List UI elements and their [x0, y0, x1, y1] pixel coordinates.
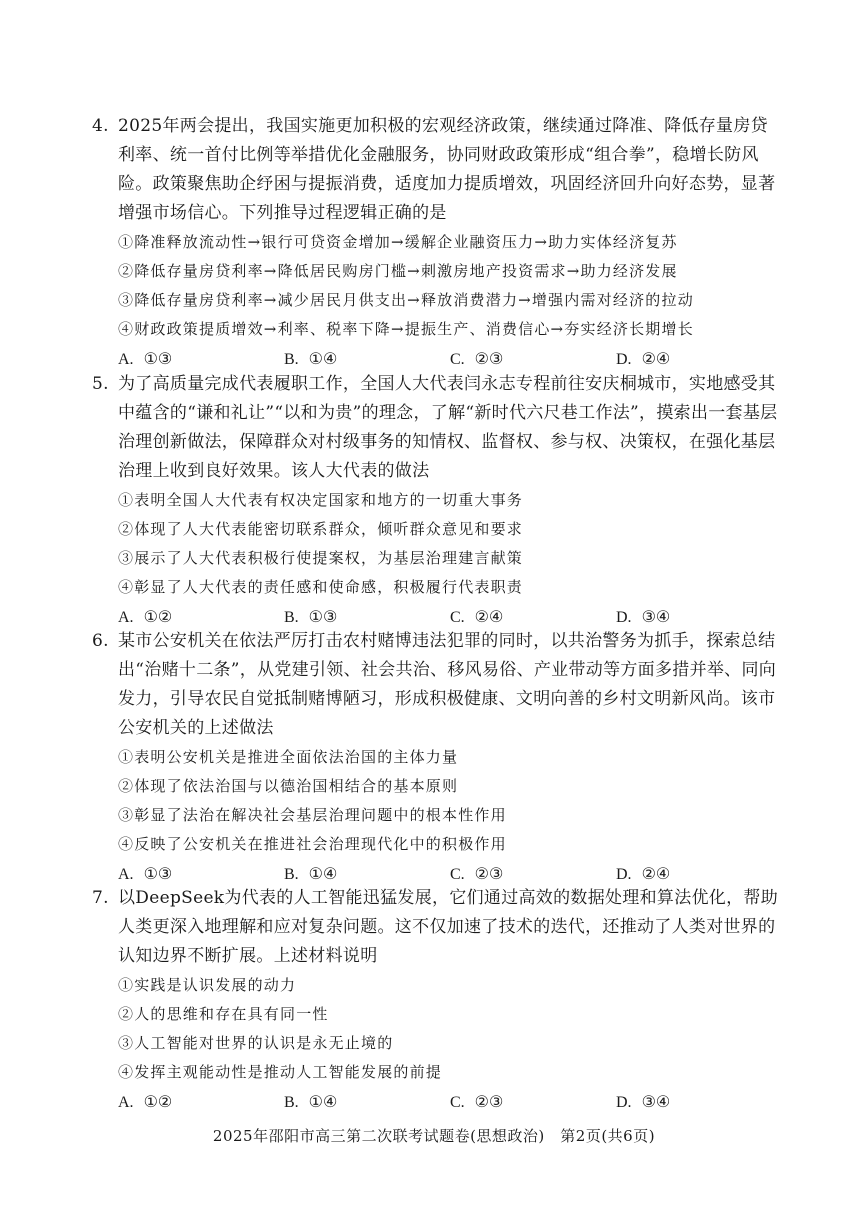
option-text: ①④	[308, 864, 338, 883]
question-number: 4.	[92, 116, 109, 136]
option-c	[450, 1087, 503, 1117]
option-label: D.	[616, 1094, 632, 1111]
option-label: A.	[118, 351, 134, 368]
question-number: 7.	[92, 888, 109, 908]
statement-4: ④财政政策提质增效→利率、税率下降→提振生产、消费信心→夯实经济长期增长	[118, 320, 694, 338]
option-label: A.	[118, 866, 134, 883]
statement-4: ④反映了公安机关在推进社会治理现代化中的积极作用	[118, 835, 507, 853]
question-stem	[92, 370, 782, 486]
option-a	[118, 1087, 172, 1117]
statement-2: ②体现了人大代表能密切联系群众，倾听群众意见和要求	[118, 520, 524, 538]
answer-options	[92, 344, 782, 373]
option-text: ①②	[143, 607, 173, 626]
option-d	[616, 1087, 670, 1117]
question-stem	[92, 112, 782, 228]
statement-1: ①实践是认识发展的动力	[118, 976, 297, 994]
statement-3: ③彰显了法治在解决社会基层治理问题中的根本性作用	[118, 806, 507, 824]
question-stem	[92, 627, 782, 743]
option-text: ③④	[641, 607, 671, 626]
option-text: ②④	[641, 864, 671, 883]
option-label: B.	[284, 351, 299, 368]
option-label: B.	[284, 1094, 299, 1111]
question-text: 为了高质量完成代表履职工作，全国人大代表闫永志专程前往安庆桐城市，实地感受其中蕴含的“谦和礼让”“以和为贵”的理念，了解“新时代六尺巷工作法”，摸索出一套基层治理创新做法，保障群众对村级事务的知情权、监督权、参与权、决策权，在强化基层治理上收到良好效果。该人大代表的做法	[118, 374, 778, 481]
statement-2: ②人的思维和存在具有同一性	[118, 1005, 329, 1023]
statement-1: ①表明全国人大代表有权决定国家和地方的一切重大事务	[118, 491, 524, 509]
question-text: 2025年两会提出，我国实施更加积极的宏观经济政策，继续通过降准、降低存量房贷利率、统一首付比例等举措优化金融服务，协同财政政策形成“组合拳”，稳增长防风险。政策聚焦助企纾困与提振消费，适度加力提质增效，巩固经济回升向好态势，显著增强市场信心。下列推导过程逻辑正确的是	[118, 116, 776, 223]
option-label: C.	[450, 351, 465, 368]
question-stem	[92, 884, 782, 971]
option-b	[284, 1087, 337, 1117]
question-4	[92, 112, 782, 373]
option-label: D.	[616, 866, 632, 883]
statement-1: ①降准释放流动性→银行可贷资金增加→缓解企业融资压力→助力实体经济复苏	[118, 233, 678, 251]
question-number: 5.	[92, 374, 109, 394]
option-text: ②③	[474, 1092, 504, 1111]
statement-2: ②体现了依法治国与以德治国相结合的基本原则	[118, 777, 459, 795]
option-label: B.	[284, 866, 299, 883]
question-text: 某市公安机关在依法严厉打击农村赌博违法犯罪的同时，以共治警务为抓手，探索总结出“治赌十二条”，从党建引领、社会共治、移风易俗、产业带动等方面多措并举、同向发力，引导农民自觉抵制赌博陋习，形成积极健康、文明向善的乡村文明新风尚。该市公安机关的上述做法	[118, 631, 777, 738]
option-text: ②③	[474, 864, 504, 883]
statement-1: ①表明公安机关是推进全面依法治国的主体力量	[118, 748, 459, 766]
question-5	[92, 370, 782, 631]
option-text: ①③	[143, 349, 173, 368]
statement-3: ③人工智能对世界的认识是永无止境的	[118, 1034, 394, 1052]
statement-4: ④彰显了人大代表的责任感和使命感，积极履行代表职责	[118, 578, 524, 596]
question-number: 6.	[92, 631, 109, 651]
option-label: C.	[450, 866, 465, 883]
option-text: ②③	[474, 349, 504, 368]
option-label: B.	[284, 609, 299, 626]
question-6	[92, 627, 782, 888]
option-text: ①③	[308, 607, 338, 626]
statement-3: ③降低存量房贷利率→减少居民月供支出→释放消费潜力→增强内需对经济的拉动	[118, 291, 694, 309]
option-text: ②④	[474, 607, 504, 626]
question-text: 以DeepSeek为代表的人工智能迅猛发展，它们通过高效的数据处理和算法优化，帮助人类更深入地理解和应对复杂问题。这不仅加速了技术的迭代，还推动了人类对世界的认知边界不断扩展。上述材料说明	[118, 888, 778, 966]
statement-2: ②降低存量房贷利率→降低居民购房门槛→刺激房地产投资需求→助力经济发展	[118, 262, 678, 280]
option-text: ①③	[143, 864, 173, 883]
option-label: A.	[118, 1094, 134, 1111]
question-7	[92, 884, 782, 1116]
option-text: ③④	[641, 1092, 671, 1111]
option-label: A.	[118, 609, 134, 626]
answer-options	[92, 1087, 782, 1116]
option-label: C.	[450, 1094, 465, 1111]
option-label: D.	[616, 609, 632, 626]
option-text: ②④	[641, 349, 671, 368]
statement-3: ③展示了人大代表积极行使提案权，为基层治理建言献策	[118, 549, 524, 567]
option-label: C.	[450, 609, 465, 626]
option-text: ①④	[308, 1092, 338, 1111]
page-footer: 2025年邵阳市高三第二次联考试题卷(思想政治) 第2页(共6页)	[212, 1127, 656, 1145]
option-label: D.	[616, 351, 632, 368]
option-text: ①②	[143, 1092, 173, 1111]
option-text: ①④	[308, 349, 338, 368]
statement-4: ④发挥主观能动性是推动人工智能发展的前提	[118, 1063, 443, 1081]
